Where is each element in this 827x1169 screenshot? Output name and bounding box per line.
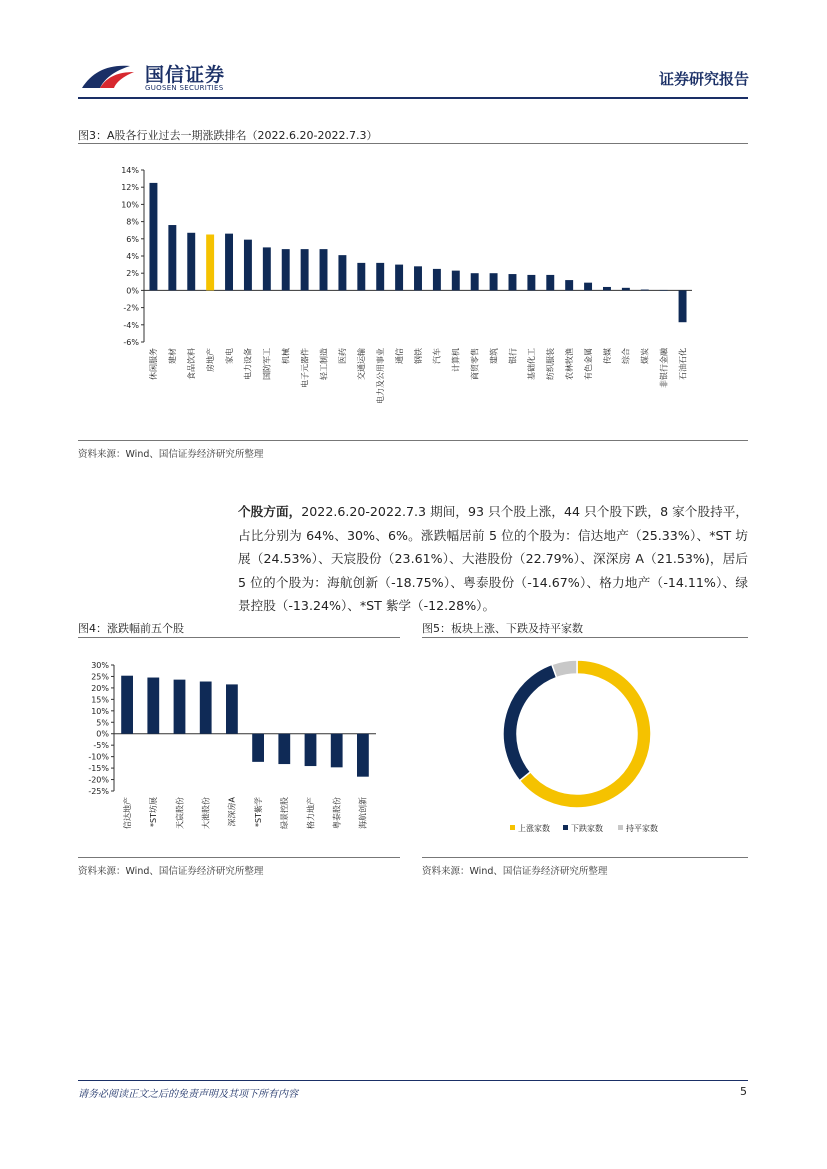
fig4-top-rule <box>78 637 400 638</box>
industry-ranking-chart <box>78 150 748 435</box>
y-tick-label: 14% <box>121 166 139 175</box>
legend-label: 上涨家数 <box>518 824 550 833</box>
top-stocks-chart <box>78 655 400 850</box>
y-tick-label: -20% <box>88 775 109 785</box>
x-tick-label: 汽车 <box>432 348 442 364</box>
x-tick-label: 建筑 <box>489 348 499 364</box>
x-tick-label: 商贸零售 <box>470 348 480 380</box>
bar <box>357 263 365 291</box>
fig4-source: 资料来源：Wind、国信证券经济研究所整理 <box>78 866 264 877</box>
y-tick-label: 20% <box>91 683 109 693</box>
x-tick-label: 交通运输 <box>357 348 367 380</box>
y-tick-label: -25% <box>88 787 109 796</box>
x-tick-label: 绿景控股 <box>280 797 290 829</box>
bar <box>147 678 159 734</box>
x-tick-label: 轻工制造 <box>319 348 329 380</box>
y-tick-label: -6% <box>123 338 139 347</box>
guosen-logo <box>78 58 138 94</box>
x-tick-label: 房地产 <box>205 348 215 372</box>
y-tick-label: -4% <box>123 320 139 330</box>
x-tick-label: 非银行金融 <box>659 348 669 388</box>
bar <box>121 676 133 734</box>
footer-disclaimer: 请务必阅读正文之后的免责声明及其项下所有内容 <box>78 1089 298 1100</box>
y-tick-label: 5% <box>96 718 109 728</box>
bar <box>305 734 317 766</box>
y-tick-label: 15% <box>91 695 109 705</box>
bar <box>565 280 573 290</box>
y-tick-label: 12% <box>121 183 139 193</box>
fig4-bottom-rule <box>78 857 400 858</box>
x-tick-label: 石油石化 <box>678 348 688 380</box>
paragraph-lead: 个股方面， <box>238 504 302 519</box>
bar <box>395 265 403 291</box>
y-tick-label: 0% <box>126 286 139 296</box>
y-tick-label: -5% <box>93 741 109 751</box>
x-tick-label: 电力设备 <box>243 348 253 380</box>
bar <box>200 682 212 734</box>
bar <box>376 263 384 291</box>
bar <box>603 287 611 290</box>
bar <box>452 271 460 291</box>
x-tick-label: 综合 <box>621 348 631 364</box>
fig5-title: 图5：板块上涨、下跌及持平家数 <box>422 622 583 635</box>
bar <box>263 247 271 290</box>
y-tick-label: -2% <box>123 303 139 313</box>
donut-slice <box>552 660 577 678</box>
bar <box>471 273 479 290</box>
x-tick-label: 计算机 <box>451 348 461 372</box>
x-tick-label: 电子元器件 <box>300 348 310 388</box>
y-tick-label: 10% <box>91 706 109 716</box>
fig4-title: 图4：涨跌幅前五个股 <box>78 622 184 635</box>
x-tick-label: 基础化工 <box>527 348 537 380</box>
footer-divider <box>78 1080 748 1081</box>
x-tick-label: 天宸股份 <box>175 797 185 829</box>
bar <box>226 684 238 733</box>
bar <box>414 266 422 290</box>
bar <box>168 225 176 290</box>
x-tick-label: *ST坊展 <box>149 797 159 827</box>
legend-swatch <box>618 825 623 830</box>
bar <box>509 274 517 290</box>
x-tick-label: 深深房A <box>227 797 237 827</box>
y-tick-label: -10% <box>88 752 109 762</box>
bar <box>584 283 592 291</box>
y-tick-label: 4% <box>126 252 139 261</box>
bar <box>679 290 687 322</box>
bar <box>244 240 252 291</box>
x-tick-label: 农林牧渔 <box>564 348 574 380</box>
fig3-source: 资料来源：Wind、国信证券经济研究所整理 <box>78 449 264 460</box>
page-number: 5 <box>740 1085 747 1098</box>
x-tick-label: 传媒 <box>602 348 612 364</box>
bar <box>174 680 186 734</box>
bar <box>622 288 630 291</box>
bar <box>546 275 554 290</box>
y-tick-label: 30% <box>91 661 109 670</box>
y-tick-label: 2% <box>126 269 139 279</box>
fig3-title: 图3：A股各行业过去一期涨跌排名（2022.6.20-2022.7.3） <box>78 129 378 142</box>
up-down-donut-chart <box>422 655 748 845</box>
bar <box>187 233 195 291</box>
bar <box>225 234 233 291</box>
x-tick-label: 大港股份 <box>201 797 211 829</box>
y-tick-label: -15% <box>88 764 109 774</box>
bar <box>660 290 668 291</box>
bar <box>641 290 649 291</box>
report-type-label: 证券研究报告 <box>658 70 749 88</box>
bar <box>301 249 309 290</box>
y-tick-label: 8% <box>126 217 139 227</box>
bar <box>282 249 290 290</box>
x-tick-label: 电力及公用事业 <box>376 348 386 404</box>
bar <box>320 249 328 290</box>
x-tick-label: 通信 <box>394 348 404 364</box>
bar <box>331 734 343 768</box>
fig5-source: 资料来源：Wind、国信证券经济研究所整理 <box>422 866 608 877</box>
fig5-top-rule <box>422 637 748 638</box>
bar <box>357 734 369 777</box>
fig3-bottom-rule <box>78 440 748 441</box>
bar <box>278 734 290 764</box>
bar <box>338 255 346 290</box>
fig3-top-rule <box>78 143 748 144</box>
bar <box>252 734 264 762</box>
x-tick-label: 粤泰股份 <box>332 797 342 829</box>
x-tick-label: 银行 <box>508 348 518 364</box>
x-tick-label: 建材 <box>168 348 178 364</box>
bar <box>149 183 157 291</box>
legend-swatch <box>563 825 568 830</box>
header-divider <box>78 97 748 99</box>
x-tick-label: 煤炭 <box>640 348 650 364</box>
legend-label: 持平家数 <box>626 824 658 833</box>
x-tick-label: 有色金属 <box>583 348 593 380</box>
paragraph-text: 2022.6.20-2022.7.3 期间，93 只个股上涨，44 只个股下跌，8 家个股持平，占比分别为 64%、30%、6%。涨跌幅居前 5 位的个股为：信达地产（25.33%）、*ST 坊展（24.53%）、天宸股份（23.61%）、大港股份（22.79%）、深深房 A（21.53%)，居后 5 位的个股为：海航创新（-18.75%）、粤泰股份（-14.67%）、格力地产（-14.11%）、绿景控股（-13.24%）、*ST 紫学（-12.28%）。 <box>238 504 749 613</box>
fig5-bottom-rule <box>422 857 748 858</box>
legend-label: 下跌家数 <box>571 824 603 833</box>
x-tick-label: 家电 <box>224 348 234 364</box>
logo-text: 国信证券 <box>145 64 226 86</box>
donut-slice <box>503 664 557 780</box>
bar <box>527 275 535 290</box>
y-tick-label: 10% <box>121 200 139 210</box>
x-tick-label: 钢铁 <box>413 348 423 364</box>
bar <box>490 273 498 290</box>
x-tick-label: 国防军工 <box>262 348 272 380</box>
y-tick-label: 6% <box>126 234 139 244</box>
logo-subtitle: GUOSEN SECURITIES <box>145 84 224 92</box>
x-tick-label: 机械 <box>281 348 291 364</box>
x-tick-label: *ST紫学 <box>253 797 263 827</box>
y-tick-label: 25% <box>91 672 109 682</box>
x-tick-label: 海航创新 <box>358 797 368 829</box>
x-tick-label: 食品饮料 <box>187 348 197 380</box>
x-tick-label: 医药 <box>338 348 348 364</box>
y-tick-label: 0% <box>96 729 109 739</box>
bar <box>206 235 214 291</box>
x-tick-label: 休闲服务 <box>149 348 159 380</box>
x-tick-label: 纺织服装 <box>546 348 556 380</box>
legend-swatch <box>510 825 515 830</box>
x-tick-label: 格力地产 <box>306 797 316 829</box>
x-tick-label: 信达地产 <box>122 797 132 829</box>
body-paragraph <box>238 500 748 618</box>
bar <box>433 269 441 291</box>
